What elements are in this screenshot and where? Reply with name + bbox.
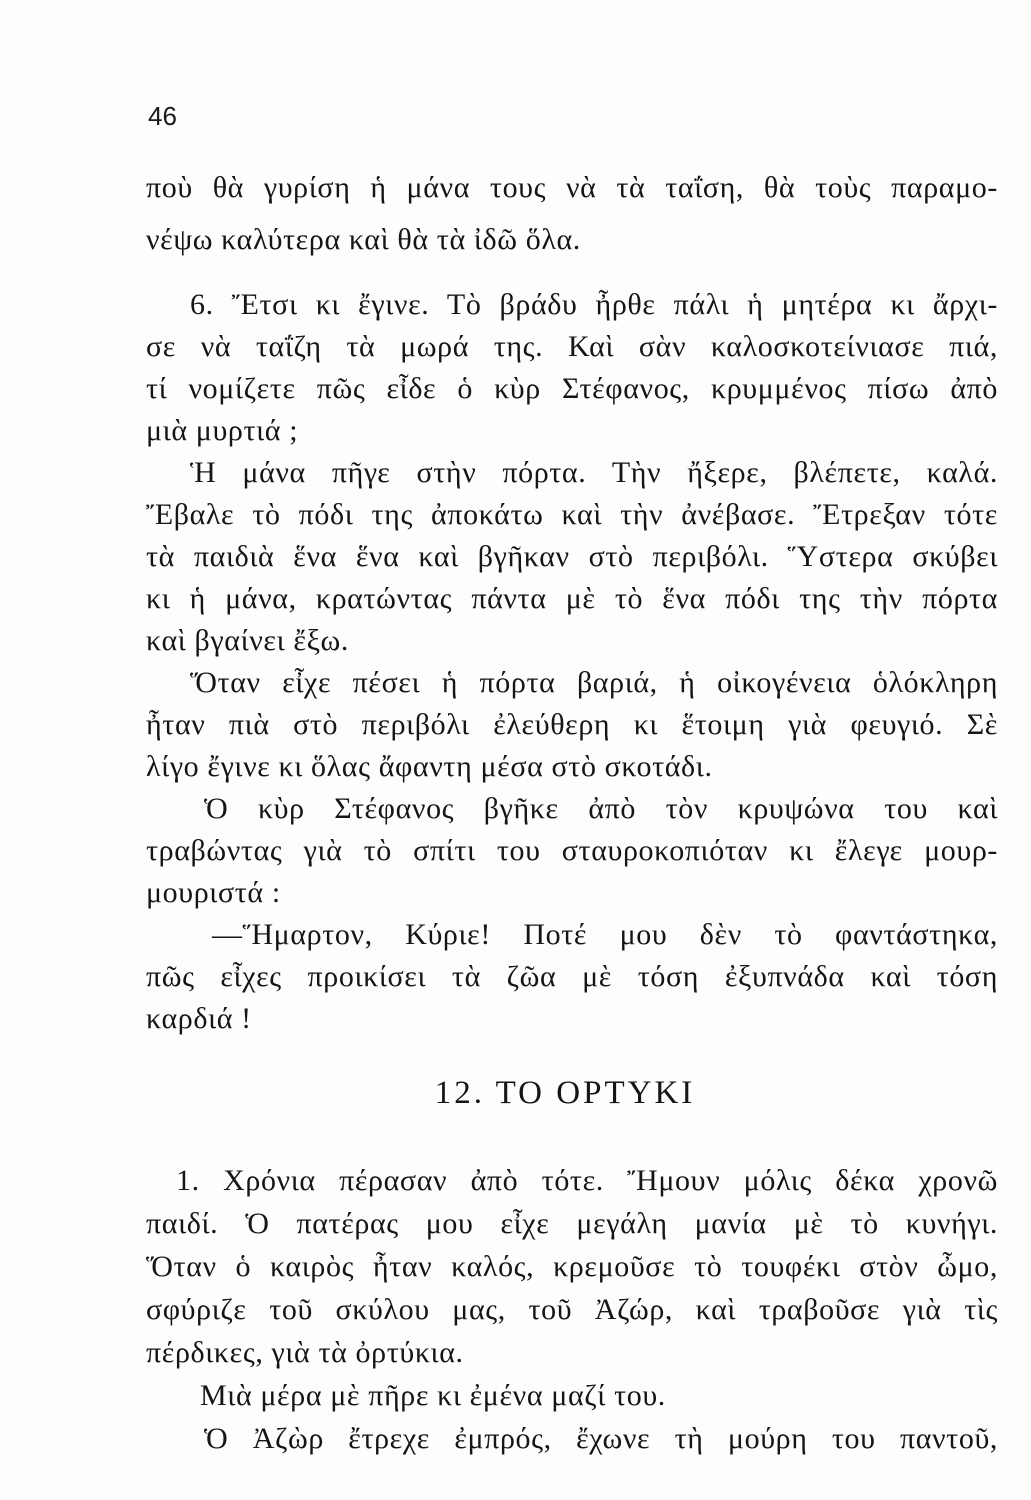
story-continuation	[146, 284, 998, 1040]
page-number: 46	[148, 101, 177, 131]
text-line: ἦταν πιὰ στὸ περιβόλι ἐλεύθερη κι ἕτοιμη γιὰ φευγιό. Σὲ	[146, 708, 998, 741]
page-text	[146, 162, 998, 1460]
text-line: τὰ παιδιὰ ἕνα ἕνα καὶ βγῆκαν στὸ περιβόλι. Ὕστερα σκύβει	[146, 540, 998, 573]
paragraph	[146, 452, 998, 662]
chapter-text	[146, 1159, 998, 1460]
text-line: Ὁ κὺρ Στέφανος βγῆκε ἀπὸ τὸν κρυψώνα του καὶ	[204, 792, 998, 825]
paragraph	[146, 914, 998, 1040]
text-line: πέρδικες, γιὰ τὰ ὀρτύκια.	[146, 1336, 464, 1369]
chapter-title: 12. ΤΟ ΟΡΤΥΚΙ	[434, 1075, 696, 1111]
text-line: ποὺ θὰ γυρίση ἡ μάνα τους νὰ τὰ ταΐση, θὰ τοὺς παραμο-	[146, 171, 998, 204]
text-line: Μιὰ μέρα μὲ πῆρε κι ἐμένα μαζί του.	[200, 1379, 666, 1412]
text-line: σε νὰ ταΐζη τὰ μωρά της. Καὶ σὰν καλοσκοτείνιασε πιά,	[146, 330, 998, 363]
text-line: νέψω καλύτερα καὶ θὰ τὰ ἰδῶ ὅλα.	[146, 223, 581, 256]
paragraph	[146, 1417, 998, 1460]
text-line: λίγο ἔγινε κι ὅλας ἄφαντη μέσα στὸ σκοτάδι.	[146, 750, 713, 783]
text-line: Ὁ Ἀζὼρ ἔτρεχε ἐμπρός, ἔχωνε τὴ μούρη του παντοῦ,	[204, 1422, 998, 1455]
text-line: τί νομίζετε πῶς εἶδε ὁ κὺρ Στέφανος, κρυμμένος πίσω ἀπὸ	[146, 372, 998, 405]
text-line: μιὰ μυρτιά ;	[146, 414, 299, 447]
text-line: πῶς εἶχες προικίσει τὰ ζῶα μὲ τόση ἐξυπνάδα καὶ τόση	[146, 960, 998, 993]
paragraph	[146, 162, 998, 266]
text-line: παιδί. Ὁ πατέρας μου εἶχε μεγάλη μανία μὲ τὸ κυνήγι.	[146, 1207, 998, 1240]
text-line: 6. Ἔτσι κι ἔγινε. Τὸ βράδυ ἦρθε πάλι ἡ μητέρα κι ἄρχι-	[190, 288, 998, 321]
paragraph	[146, 1374, 998, 1417]
text-line: καὶ βγαίνει ἔξω.	[146, 624, 350, 657]
text-line: καρδιά !	[146, 1002, 252, 1035]
text-line: μουριστά :	[146, 876, 281, 909]
text-line: Ἔβαλε τὸ πόδι της ἀποκάτω καὶ τὴν ἀνέβασε. Ἔτρεξαν τότε	[146, 498, 998, 531]
text-line: σφύριζε τοῦ σκύλου μας, τοῦ Ἀζώρ, καὶ τραβοῦσε γιὰ τὶς	[146, 1293, 998, 1326]
paragraph	[146, 1159, 998, 1374]
paragraph	[146, 662, 998, 788]
text-line: 1. Χρόνια πέρασαν ἀπὸ τότε. Ἤμουν μόλις δέκα χρονῶ	[176, 1164, 998, 1197]
text-line: —Ἥμαρτον, Κύριε! Ποτέ μου δὲν τὸ φαντάστηκα,	[212, 918, 998, 951]
text-line: κι ἡ μάνα, κρατώντας πάντα μὲ τὸ ἕνα πόδι της τὴν πόρτα	[146, 582, 998, 615]
text-line: τραβώντας γιὰ τὸ σπίτι του σταυροκοπιόταν κι ἔλεγε μουρ-	[146, 834, 998, 867]
text-line: Ὅταν εἶχε πέσει ἡ πόρτα βαριά, ἡ οἰκογένεια ὁλόκληρη	[190, 666, 998, 699]
text-line: Ἡ μάνα πῆγε στὴν πόρτα. Τὴν ἤξερε, βλέπετε, καλά.	[190, 456, 998, 489]
paragraph	[146, 284, 998, 452]
text-line: Ὅταν ὁ καιρὸς ἦταν καλός, κρεμοῦσε τὸ τουφέκι στὸν ὦμο,	[146, 1250, 998, 1283]
paragraph	[146, 788, 998, 914]
